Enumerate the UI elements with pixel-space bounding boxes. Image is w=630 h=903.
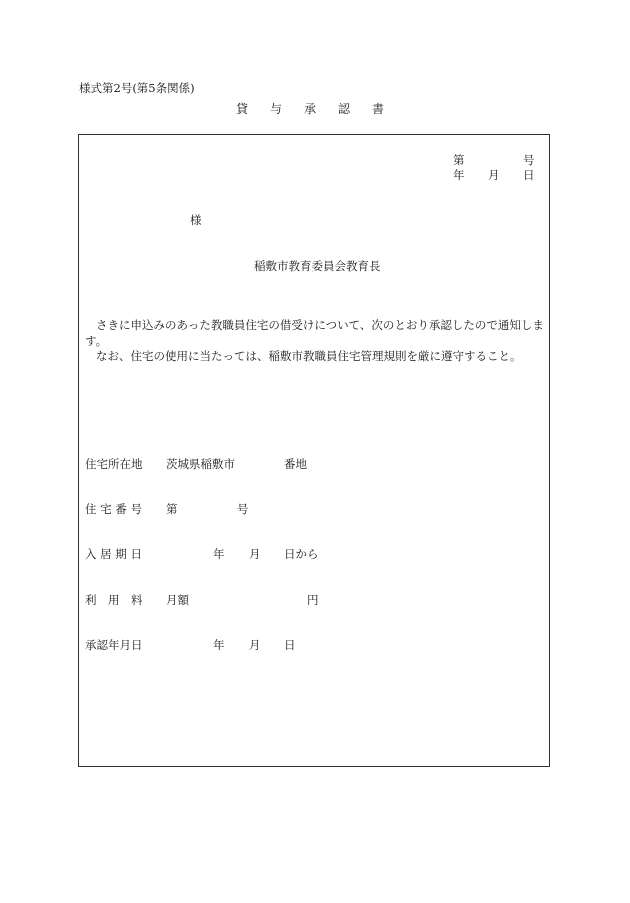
move-in-month: 月 [249, 547, 261, 561]
move-in-year: 年 [213, 547, 225, 561]
body-paragraph-2: なお、住宅の使用に当たっては、稲敷市教職員住宅管理規則を厳に遵守すること。 [96, 349, 522, 363]
date-year: 年 [453, 168, 465, 182]
form-number: 様式第2号(第5条関係) [79, 81, 195, 95]
fee-suffix: 円 [307, 593, 319, 607]
doc-number-suffix: 号 [523, 153, 535, 167]
date-month: 月 [488, 168, 500, 182]
fee-prefix: 月額 [166, 593, 189, 607]
issuer-name: 稲敷市教育委員会教育長 [254, 259, 381, 273]
body-paragraph-1: さきに申込みのあった教職員住宅の借受けについて、次のとおり承認したので通知します。 [85, 318, 544, 348]
house-number-label: 住 宅 番 号 [85, 502, 142, 516]
approval-date-day: 日 [284, 638, 296, 652]
move-in-label: 入 居 期 日 [85, 547, 142, 561]
approval-date-year: 年 [213, 638, 225, 652]
fee-label: 利 用 料 [85, 593, 143, 607]
approval-date-label: 承認年月日 [85, 638, 143, 652]
location-label: 住宅所在地 [85, 457, 143, 471]
location-suffix: 番地 [284, 457, 307, 471]
addressee-honorific: 様 [190, 213, 202, 227]
doc-number-prefix: 第 [453, 153, 465, 167]
date-day: 日 [523, 168, 535, 182]
approval-date-month: 月 [249, 638, 261, 652]
move-in-day: 日から [284, 547, 319, 561]
house-number-prefix: 第 [166, 502, 178, 516]
house-number-suffix: 号 [237, 502, 249, 516]
form-frame [78, 134, 550, 767]
document-title: 貸与承認書 [236, 102, 407, 116]
location-prefix: 茨城県稲敷市 [166, 457, 235, 471]
